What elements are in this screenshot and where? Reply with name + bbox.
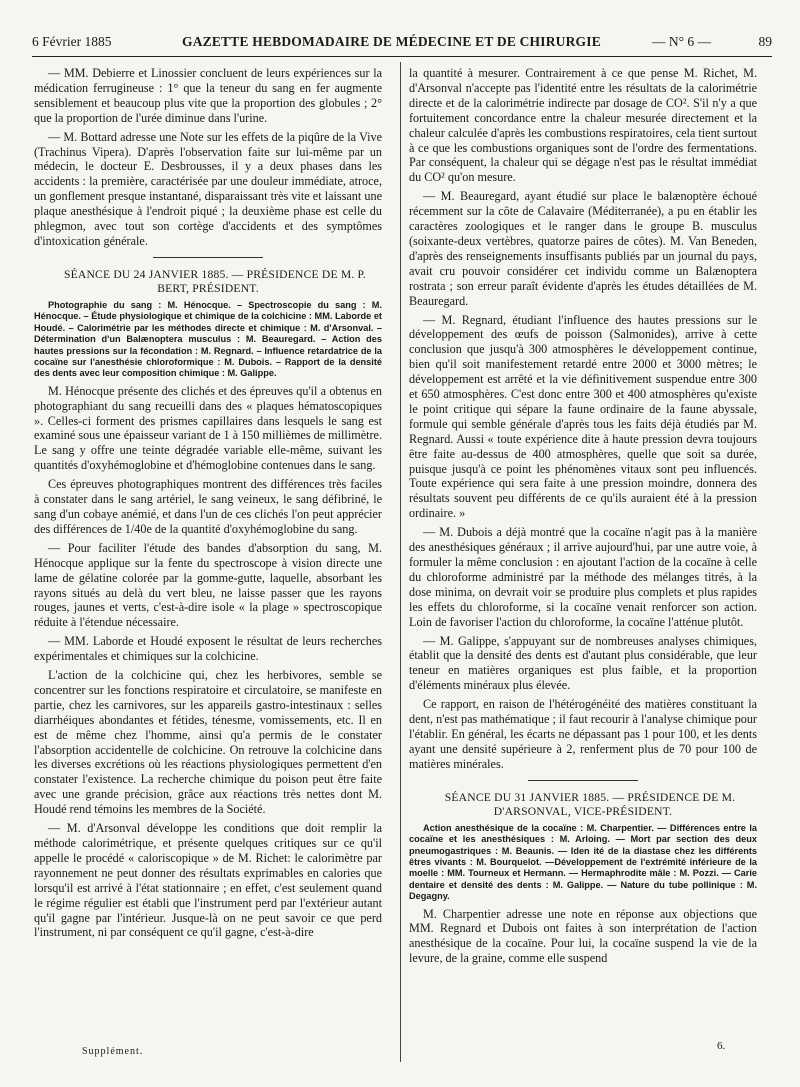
header-rule (32, 56, 772, 57)
paragraph: Ces épreuves photographiques montrent des différences très faciles à constater dans le sang artériel, le sang veineux, le sang défibriné, le sang d'un cobaye anémié, et dans l'un de ces clichés l'on peut apprécier des différences de 1/40e de la quantité d'oxyhémoglobine du sang. (34, 477, 382, 536)
section-separator (528, 780, 638, 781)
paragraph: — M. Galippe, s'appuyant sur de nombreuses analyses chimiques, établit que la densité des dents est d'autant plus considérable, que leur teneur en matières organiques est plus faible, et la proportion d'éléments minéraux plus élevée. (409, 633, 757, 693)
session-heading: SÉANCE DU 31 JANVIER 1885. — PRÉSIDENCE DE M. D'ARSONVAL, VICE-PRÉSIDENT. (444, 790, 736, 818)
paragraph: — Pour faciliter l'étude des bandes d'absorption du sang, M. Hénocque applique sur la fente du spectroscope à vision directe une lame de gélatine colorée par la gomme-gutte, laquelle, absorbant les rayons situés au delà du vert bleu, ne laisse passer que les rayons rouges, jaunes et verts, c'est-à-dire isole « la plage » spectroscopique réduite à l'étendue nécessaire. (34, 540, 382, 630)
paragraph: — M. d'Arsonval développe les conditions que doit remplir la méthode calorimétrique, et présente quelques critiques sur ce qu'il appelle le procédé « caloriscopique » de M. Richet: le calorimètre par rayonnement ne peut donner des résultats exprimables en calories que lorsqu'il est arrivé à l'état stationnaire ; en effet, c'est seulement quand le régime régulier est établi que l'instrument perd par l'extérieur autant qu'il gagne par l'intérieur. Jusque-là on ne peut savoir ce que perd l'instrument, ni par conséquent ce qu'il gagne, c'est-à-dire (34, 821, 382, 940)
paragraph: L'action de la colchicine qui, chez les herbivores, semble se concentrer sur les fonctions respiratoire et circulatoire, se manifeste en partie, chez les carnivores, sur les appareils gastro-intestinaux : selles diarrhéiques abondantes et fétides, ténesme, vomissements, etc. Il en est de même chez l'homme, ainsi qu'a permis de le constater l'absorption accidentelle de colchicine. On retrouve la colchicine dans les diverses excrétions où les réactions physiologiques permettent d'en constater l'existence. La recherche chimique du poison peut être faite avec une grande précision, grâce aux réactions très nettes dont M. Houdé rend témoins les membres de la Société. (34, 668, 382, 817)
running-header (32, 34, 772, 54)
paragraph: — MM. Debierre et Linossier concluent de leurs expériences sur la médication ferrugineuse : 1° que la teneur du sang en fer augmente sensiblement et beaucoup plus vite que la proportion des globules ; 2° que la proportion de l'urée diminue dans l'urine. (34, 66, 382, 125)
signature-mark: 6. (717, 1040, 726, 1052)
paragraph: la quantité à mesurer. Contrairement à ce que pense M. Richet, M. d'Arsonval n'accepte pas l'identité entre les résultats de la calorimétrie directe et de la calorimétrie indirecte par dosage de CO². S'il n'y a que fortuitement concordance entre la chaleur mesurée directement et la chaleur calculée d'après les combustions respiratoires, cela tient surtout à ce que les combustions organiques sont de l'ordre des fermentations. Par conséquent, la chaleur qui se dégage n'est pas le résultat immédiat du CO² qu'on mesure. (409, 66, 757, 185)
header-date: 6 Février 1885 (32, 34, 112, 49)
issue-number: — N° 6 — (652, 34, 712, 49)
paragraph: — M. Beauregard, ayant étudié sur place le balænoptère échoué récemment sur la côte de Calavaire (Méditerranée), a pu en établir les caractères zoologiques et le ranger dans le groupe B. musculus (soixante-deux vertèbres, quatorze paires de côtes). M. Van Beneden, d'après des renseignements insuffisants publiés par un journal du pays, avait cru pouvoir considérer cet individu comme un Balænoptera rostrata ; son erreur paraît évidente d'après les études détaillées de M. Beauregard. (409, 189, 757, 308)
paragraph: Ce rapport, en raison de l'hétérogénéité des matières constituant la dent, n'est pas mathématique ; il faut recourir à l'analyse chimique pour l'établir. En général, les écarts ne dépassant pas 1 pour 100, et les dents ayant une densité supérieure à 2, renferment plus de 70 pour 100 de matières minérales. (409, 697, 757, 771)
session-heading: SÉANCE DU 24 JANVIER 1885. — PRÉSIDENCE DE M. P. BERT, PRÉSIDENT. (63, 267, 367, 295)
left-column (34, 66, 382, 944)
session-summary: Photographie du sang : M. Hénocque. – Spectroscopie du sang : M. Hénocque. – Étude physiologique et chimique de la colchicine : MM. Laborde et Houdé. – Calorimétrie par les méthodes directe et chimique : M. d'Arsonval. – Détermination d'un Balænoptera musculus : M. Beauregard. – Action des hautes pressions sur la fécondation : M. Regnard. – Influence retardatrice de la cocaïne sur l'anesthésie chloroformique : M. Dubois. – Rapport de la densité des dents avec leur composition chimique : M. Galippe. (34, 299, 382, 379)
paragraph: — MM. Laborde et Houdé exposent le résultat de leurs recherches expérimentales et chimiques sur la colchicine. (34, 634, 382, 664)
session-summary: Action anesthésique de la cocaïne : M. Charpentier. — Différences entre la cocaïne et les anesthésiques : M. Arloing. — Mort par section des deux pneumogastriques : M. Beaunis. — Iden ité de la diastase chez les différents êtres vivants : M. Bourquelot. —Développement de l'extrémité inférieure de la moelle : MM. Tourneux et Hermann. — Hermaphrodite mâle : M. Pozzi. — Carie dentaire et densité des dents : M. Galippe. — Nature du tube pollinique : M. Degagny. (409, 822, 757, 902)
supplement-label: Supplément. (82, 1046, 144, 1057)
paragraph: — M. Bottard adresse une Note sur les effets de la piqûre de la Vive (Trachinus Vipera). D'après l'observation faite sur lui-même par un médecin, le docteur E. Desbrousses, il y a deux phases dans les accidents : la première, caractérisée par une douleur immédiate, atroce, un gonflement presque instantané, disparaissant très vite et laissant une plaque anesthésique à l'endroit piqué ; la deuxième phase est celle du phlegmon, avec tout son cortège d'accidents et des symptômes d'intoxication générale. (34, 129, 382, 248)
paragraph: M. Charpentier adresse une note en réponse aux objections que MM. Regnard et Dubois ont faites à son interprétation de l'action anesthésique de la cocaïne. Pour lui, la cocaïne suspend la vie de la levure, de la graine, comme elle suspend (409, 906, 757, 966)
page-number: 89 (758, 34, 772, 49)
paragraph: — M. Regnard, étudiant l'influence des hautes pressions sur le développement des œufs de poisson (Salmonides), arrive à cette conclusion que jusqu'à 300 atmosphères le développement continue, bien qu'il soit manifestement retardé entre 2000 et 3000 mètres; le développement est arrêté et la vie définitivement suspendue entre 300 et 650 atmosphères. C'est donc entre 300 et 400 atmosphères qu'existe le point critique qui sépare la faune ordinaire de la faune abyssale, formule qui semble générale d'après tous les faits déjà étudiés par M. Regnard. Aussi « toute expérience dite à haute pression devra toujours être faite au-dessus de 400 atmosphères, quelle que soit sa durée, puisque jusqu'à ce point les phénomènes vitaux sont peu influencés. Toute expérience qui sera faite à une pression moindre, donnera des résultats souvent peu différents de ce qu'ils auraient été à la pression ordinaire. » (409, 312, 757, 521)
paragraph: — M. Dubois a déjà montré que la cocaïne n'agit pas à la manière des anesthésiques généraux ; il arrive aujourd'hui, par une autre voie, à formuler la même conclusion : en ajoutant l'action de la cocaïne à celle du chloroforme administré par la méthode des mélanges titrés, à la dose minima, on devrait voir se produire plus complets et plus rapides les effets du chloroforme, si la cocaïne venait renforcer son action. Loin de favoriser l'action du chloroforme, la cocaïne l'atténue plutôt. (409, 525, 757, 629)
section-separator (153, 257, 263, 258)
column-divider (400, 62, 401, 1062)
right-column (409, 66, 757, 970)
journal-title: GAZETTE HEBDOMADAIRE DE MÉDECINE ET DE CHIRURGIE (182, 34, 601, 49)
paragraph: M. Hénocque présente des clichés et des épreuves qu'il a obtenus en photographiant du sang recueilli dans des « plaques hématoscopiques ». Celles-ci forment des prismes capillaires dans lesquels le sang est examiné sous une épaisseur variant de 1 à 150 millièmes de millimètre. Le sang y offre une teinte dégradée variable elle-même, suivant les quantités d'oxyhémoglobine et d'hémoglobine contenues dans le sang. (34, 383, 382, 473)
